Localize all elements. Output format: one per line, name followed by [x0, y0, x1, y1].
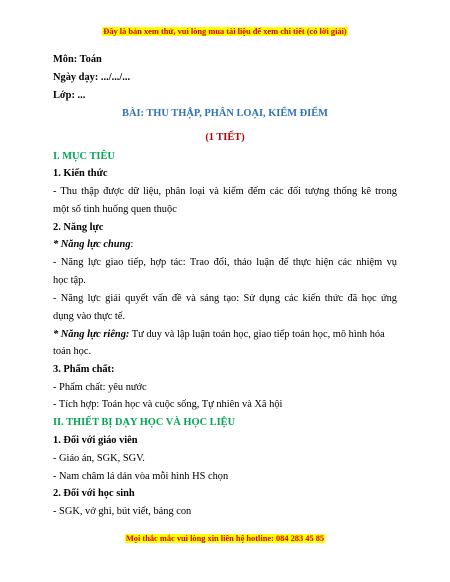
quality-item1: - Phẩm chất: yêu nước: [53, 382, 147, 393]
hotline-banner-text: Mọi thắc mắc vui lòng xin liên hệ hotline: 084 283 45 85: [125, 534, 325, 543]
general-ability-label-line: [53, 238, 397, 251]
preview-banner: [0, 26, 450, 37]
knowledge-text-line1: - Thu thập được dữ liệu, phân loại và kiểm đếm các đối tượng thống kê trong: [53, 186, 397, 197]
quality-heading: 3. Phẩm chất:: [53, 364, 115, 375]
general-item2-line2: dụng vào thực tế.: [53, 311, 125, 322]
class-line: Lớp: ...: [53, 90, 86, 101]
preview-banner-text: Đây là bản xem thử, vui lòng mua tài liệu để xem chi tiết (có lời giải): [103, 27, 347, 36]
general-ability-label: * Năng lực chung: [53, 239, 131, 250]
student-heading: 2. Đối với học sinh: [53, 488, 135, 499]
teacher-heading: 1. Đối với giáo viên: [53, 435, 138, 446]
subject-line: Môn: Toán: [53, 54, 102, 65]
specific-ability-line1: [53, 328, 397, 341]
student-item1: - SGK, vở ghi, bút viết, bảng con: [53, 506, 192, 517]
date-line: Ngày dạy: .../.../...: [53, 72, 131, 83]
knowledge-heading: 1. Kiến thức: [53, 168, 108, 179]
section-objectives-title: I. MỤC TIÊU: [53, 151, 115, 162]
ability-heading: 2. Năng lực: [53, 222, 104, 233]
hotline-banner: [0, 533, 450, 544]
general-item2-line1: - Năng lực giải quyết vấn đề và sáng tạo: Sử dụng các kiến thức đã học ứng: [53, 293, 397, 304]
general-ability-colon: :: [130, 239, 134, 250]
lesson-periods: (1 TIẾT): [205, 132, 245, 143]
teacher-item1: - Giáo án, SGK, SGV.: [53, 453, 145, 464]
lesson-title: BÀI: THU THẬP, PHÂN LOẠI, KIỂM ĐIỂM: [122, 108, 328, 119]
specific-ability-label: * Năng lực riêng:: [53, 329, 130, 340]
knowledge-text-line2: một số tình huống quen thuộc: [53, 204, 177, 215]
specific-ability-line2: toán học.: [53, 346, 92, 357]
section-equipment-title: II. THIẾT BỊ DẠY HỌC VÀ HỌC LIỆU: [53, 417, 236, 428]
general-item1-line2: học tập.: [53, 275, 86, 286]
quality-item2: - Tích hợp: Toán học và cuộc sống, Tự nhiên và Xã hội: [53, 399, 283, 410]
specific-ability-text: Tư duy và lập luận toán học, giao tiếp toán học, mô hình hóa: [129, 329, 385, 340]
teacher-item2: - Nam châm lá dán vòa mỗi hình HS chọn: [53, 471, 229, 482]
general-item1-line1: - Năng lực giao tiếp, hợp tác: Trao đổi, thảo luận để thực hiện các nhiệm vụ: [53, 257, 397, 268]
